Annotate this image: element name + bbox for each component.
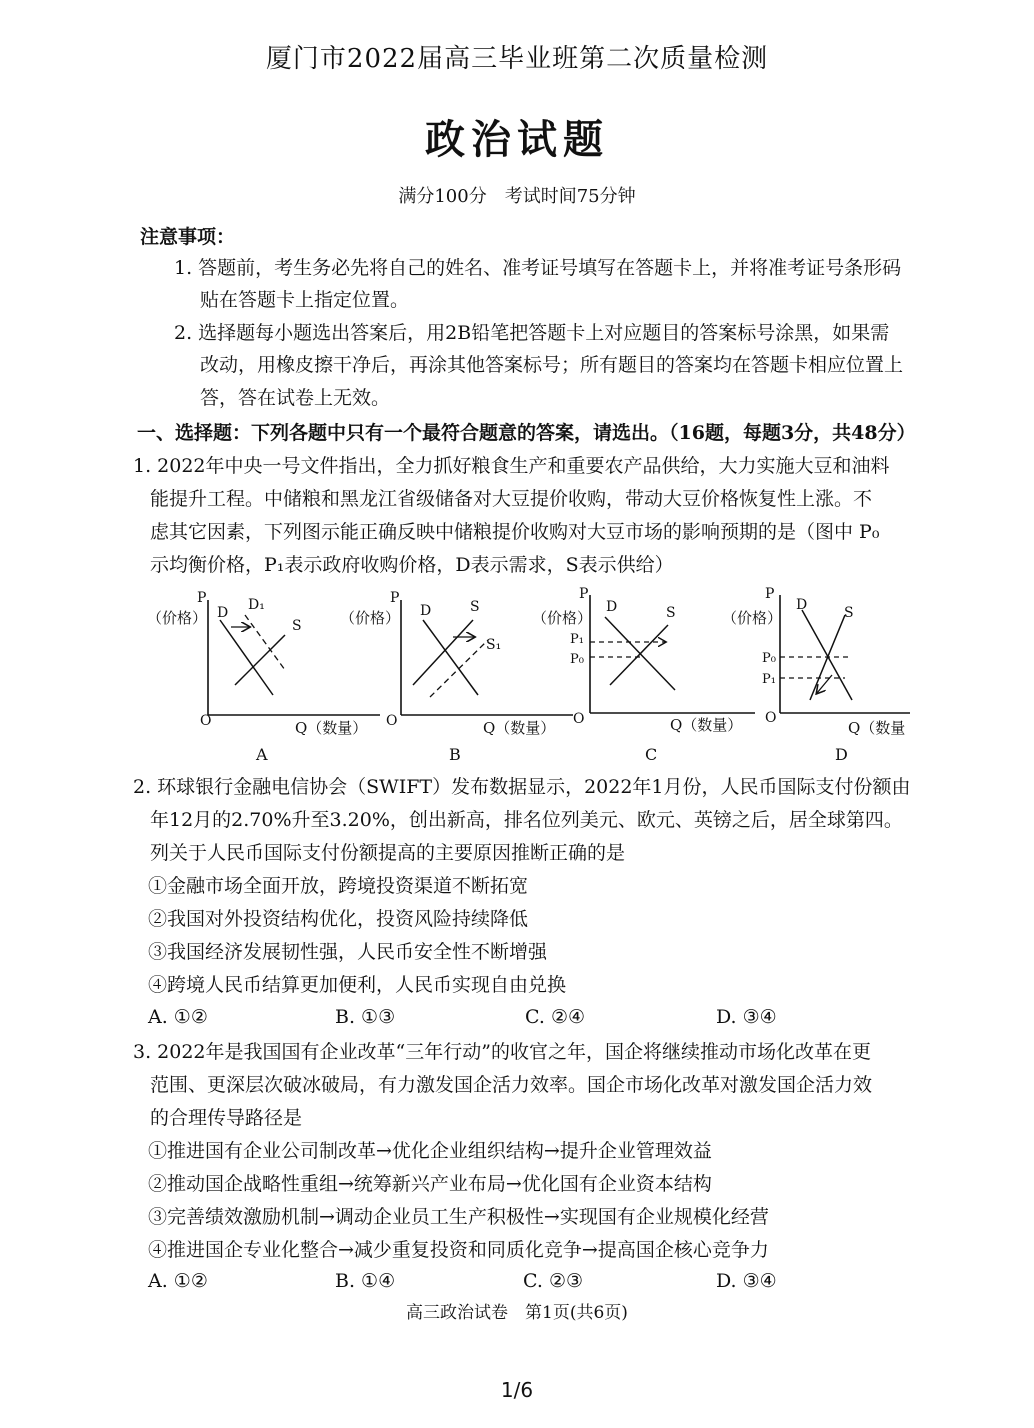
q3-option-d: D. ③④ xyxy=(716,1270,777,1292)
curve-label-d: D xyxy=(606,599,618,615)
curve-label-d: D xyxy=(796,597,808,613)
supply-curve-shifted xyxy=(430,640,488,697)
graph-a-option: A xyxy=(256,745,268,764)
axis-label-quantity: Q（数量 xyxy=(848,719,906,735)
q3-line-3: 的合理传导路径是 xyxy=(150,1107,303,1129)
q3-statement-3: ③完善绩效激励机制→调动企业员工生产积极性→实现国有企业规模化经营 xyxy=(148,1206,769,1228)
q3-option-b: B. ①④ xyxy=(335,1270,396,1292)
page-number: 1/6 xyxy=(500,1378,534,1402)
axis-label-quantity: Q（数量） xyxy=(295,719,368,735)
curve-label-s: S xyxy=(844,605,854,621)
q2-statement-4: ④跨境人民币结算更加便利，人民币实现自由兑换 xyxy=(148,974,567,996)
axis-label-p: P xyxy=(765,586,775,602)
page-title: 政治试题 xyxy=(425,116,609,163)
axis-label-quantity: Q（数量） xyxy=(670,716,743,734)
exam-info: 满分100分 考试时间75分钟 xyxy=(398,186,636,207)
axis-label-p: P xyxy=(390,590,400,606)
q1-line-4: 示均衡价格，P₁表示政府收购价格，D表示需求，S表示供给） xyxy=(150,554,674,576)
axis-label-p: P xyxy=(579,586,589,602)
q1-line-2: 能提升工程。中储粮和黑龙江省级储备对大豆提价收购，带动大豆价格恢复性上涨。不 xyxy=(150,488,873,510)
origin-label: O xyxy=(765,710,777,726)
q1-line-1: 1. 2022年中央一号文件指出，全力抓好粮食生产和重要农产品供给，大力实施大豆和油料 xyxy=(133,455,890,477)
q2-statement-3: ③我国经济发展韧性强，人民币安全性不断增强 xyxy=(148,941,548,963)
q3-option-a: A. ①② xyxy=(148,1270,208,1292)
q3-statement-2: ②推动国企战略性重组→统筹新兴产业布局→优化国有企业资本结构 xyxy=(148,1173,712,1195)
note-2-line-2: 改动，用橡皮擦干净后，再涂其他答案标号；所有题目的答案均在答题卡相应位置上 xyxy=(200,354,904,376)
curve-label-s: S xyxy=(292,618,302,634)
graph-c-option: C xyxy=(645,745,658,764)
axis-label-price: （价格） xyxy=(340,609,401,627)
price-label-p0: P₀ xyxy=(570,652,584,667)
q1-line-3: 虑其它因素，下列图示能正确反映中储粮提价收购对大豆市场的影响预期的是（图中 P₀ xyxy=(150,521,880,543)
graph-d xyxy=(720,585,920,735)
q2-line-2: 年12月的2.70%升至3.20%，创出新高，排名位列美元、欧元、英镑之后，居全球第四。 xyxy=(150,809,903,831)
axis-label-price: （价格） xyxy=(147,609,208,627)
curve-label-d1: D₁ xyxy=(248,597,265,613)
curve-label-d: D xyxy=(217,605,229,621)
supply-curve xyxy=(610,625,668,685)
q2-statement-2: ②我国对外投资结构优化，投资风险持续降低 xyxy=(148,908,529,930)
note-2-line-1: 2. 选择题每小题选出答案后，用2B铅笔把答题卡上对应题目的答案标号涂黑，如果需 xyxy=(174,322,890,344)
price-label-p0: P₀ xyxy=(762,651,776,666)
origin-label: O xyxy=(200,713,212,729)
demand-curve-shifted xyxy=(245,615,285,670)
q2-option-a: A. ①② xyxy=(148,1006,208,1028)
curve-label-s: S xyxy=(666,605,676,621)
q2-option-d: D. ③④ xyxy=(716,1006,777,1028)
q3-option-c: C. ②③ xyxy=(523,1270,584,1292)
curve-label-d: D xyxy=(420,603,432,619)
origin-label: O xyxy=(573,711,585,727)
axis-label-p: P xyxy=(197,590,207,606)
axis-label-quantity: Q（数量） xyxy=(483,719,556,735)
axis-label-price: （价格） xyxy=(532,609,593,627)
graph-d-option: D xyxy=(835,745,848,764)
curve-label-s1: S₁ xyxy=(486,637,502,653)
axis-label-price: （价格） xyxy=(722,609,783,627)
note-1-line-1: 1. 答题前，考生务必先将自己的姓名、准考证号填写在答题卡上，并将准考证号条形码 xyxy=(174,257,902,279)
demand-curve xyxy=(802,610,852,700)
q2-option-c: C. ②④ xyxy=(525,1006,586,1028)
q3-statement-4: ④推进国企专业化整合→减少重复投资和同质化竞争→提高国企核心竞争力 xyxy=(148,1239,769,1261)
curve-label-s: S xyxy=(470,599,480,615)
q3-line-2: 范围、更深层次破冰破局，有力激发国企活力效率。国企市场化改革对激发国企活力效 xyxy=(150,1074,873,1096)
price-label-p1: P₁ xyxy=(570,632,584,647)
notes-heading: 注意事项： xyxy=(140,226,236,248)
graph-b-option: B xyxy=(449,745,461,764)
price-label-p1: P₁ xyxy=(762,672,776,687)
section-heading: 一、选择题：下列各题中只有一个最符合题意的答案，请选出。（16题，每题3分，共48分） xyxy=(137,422,916,444)
note-1-line-2: 贴在答题卡上指定位置。 xyxy=(200,289,410,311)
demand-curve xyxy=(220,620,273,695)
note-2-line-3: 答，答在试卷上无效。 xyxy=(200,387,391,409)
page-footer: 高三政治试卷 第1页(共6页) xyxy=(406,1303,628,1323)
q3-line-1: 3. 2022年是我国国有企业改革“三年行动”的收官之年，国企将继续推动市场化改革在更 xyxy=(133,1041,871,1063)
demand-curve xyxy=(423,620,478,695)
q2-line-1: 2. 环球银行金融电信协会（SWIFT）发布数据显示，2022年1月份，人民币国际支付份额由 xyxy=(133,776,911,798)
origin-label: O xyxy=(386,713,398,729)
q2-line-3: 列关于人民币国际支付份额提高的主要原因推断正确的是 xyxy=(150,842,626,864)
q2-option-b: B. ①③ xyxy=(335,1006,396,1028)
q2-statement-1: ①金融市场全面开放，跨境投资渠道不断拓宽 xyxy=(148,875,529,897)
exam-header: 厦门市2022届高三毕业班第二次质量检测 xyxy=(265,44,769,74)
q3-statement-1: ①推进国有企业公司制改革→优化企业组织结构→提升企业管理效益 xyxy=(148,1140,712,1162)
